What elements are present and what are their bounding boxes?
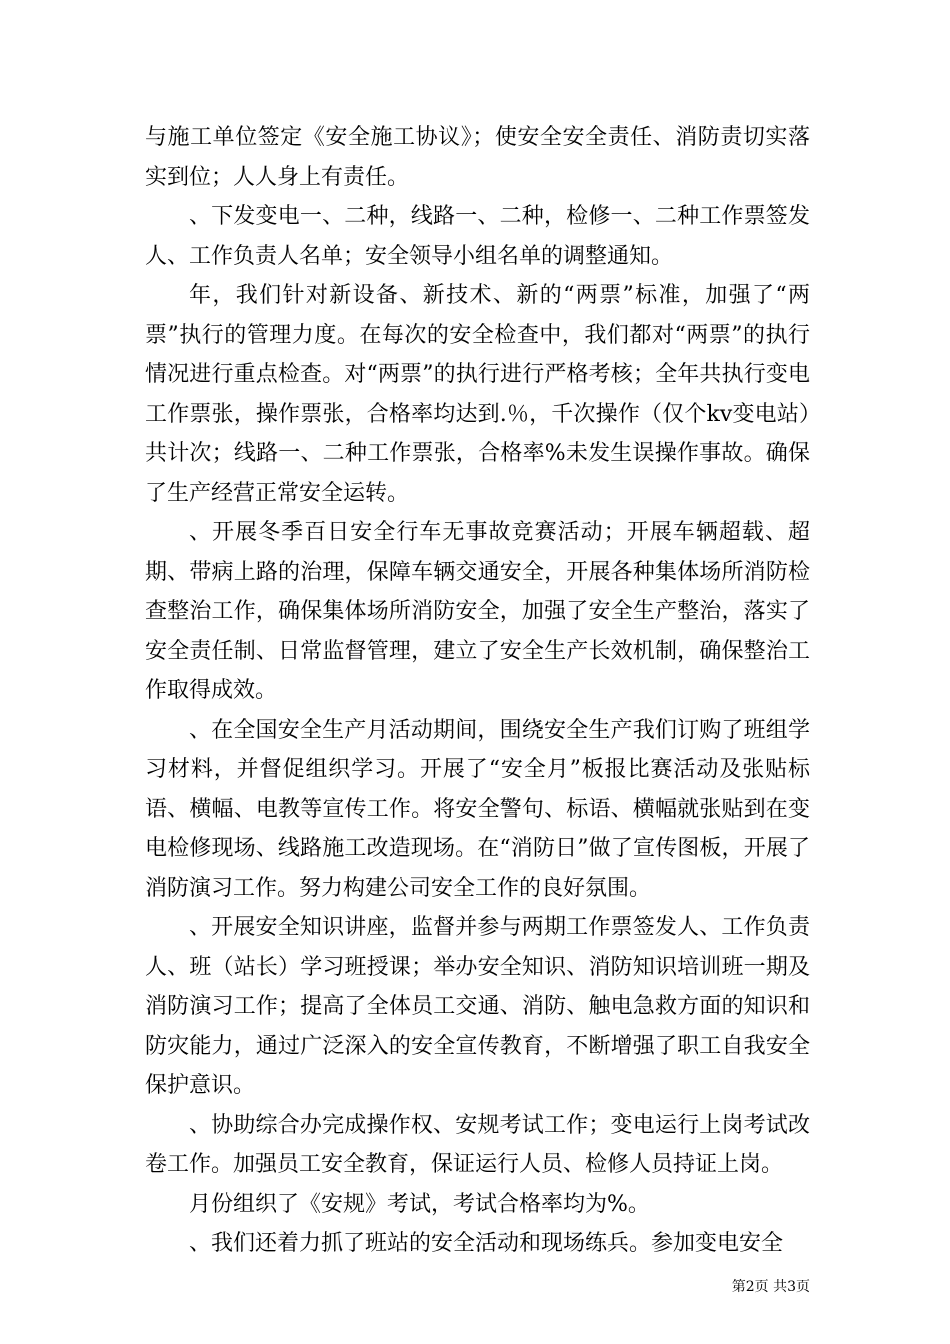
paragraph-exam-results: 月份组织了《安规》考试，考试合格率均为%。 [189, 1191, 650, 1217]
paragraph-safety-lectures: 、开展安全知识讲座，监督并参与两期工作票签发人、工作负责人、班（站长）学习班授课；举办安全知识、消防知识培训班一期及消防演习工作；提高了全体员工交通、消防、触电急救方面的知识和防灾能力，通过广泛深入的安全宣传教育，不断增强了职工自我安全保护意识。 [145, 915, 810, 1098]
paragraph-winter-safety: 、开展冬季百日安全行车无事故竞赛活动；开展车辆超载、超期、带病上路的治理，保障车辆交通安全，开展各种集体场所消防检查整治工作，确保集体场所消防安全，加强了安全生产整治，落实了安全责任制、日常监督管理，建立了安全生产长效机制，确保整治工作取得成效。 [145, 520, 810, 703]
page-number-footer: 第2页 共3页 [731, 1279, 810, 1295]
paragraph-two-tickets: 年，我们针对新设备、新技术、新的“两票”标准，加强了“两票”执行的管理力度。在每次的安全检查中，我们都对“两票”的执行情况进行重点检查。对“两票”的执行进行严格考核；全年共执行变电工作票张，操作票张，合格率均达到.％，千次操作（仅个kv变电站）共计次；线路一、二种工作票张，合格率%未发生误操作事故。确保了生产经营正常安全运转。 [145, 283, 810, 506]
document-body [145, 118, 810, 1264]
paragraph-exams: 、协助综合办完成操作权、安规考试工作；变电运行上岗考试改卷工作。加强员工安全教育，保证运行人员、检修人员持证上岗。 [145, 1112, 810, 1177]
paragraph-team-activities: 、我们还着力抓了班站的安全活动和现场练兵。参加变电安全 [189, 1231, 784, 1256]
paragraph-continuation: 与施工单位签定《安全施工协议》；使安全安全责任、消防责切实落实到位；人人身上有责任。 [145, 125, 810, 190]
paragraph-safety-month: 、在全国安全生产月活动期间，围绕安全生产我们订购了班组学习材料，并督促组织学习。开展了“安全月”板报比赛活动及张贴标语、横幅、电教等宣传工作。将安全警句、标语、横幅就张贴到在变电检修现场、线路施工改造现场。在“消防日”做了宣传图板，开展了消防演习工作。努力构建公司安全工作的良好氛围。 [145, 717, 810, 901]
paragraph-ticket-issuers: 、下发变电一、二种，线路一、二种，检修一、二种工作票签发人、工作负责人名单；安全领导小组名单的调整通知。 [145, 204, 810, 269]
